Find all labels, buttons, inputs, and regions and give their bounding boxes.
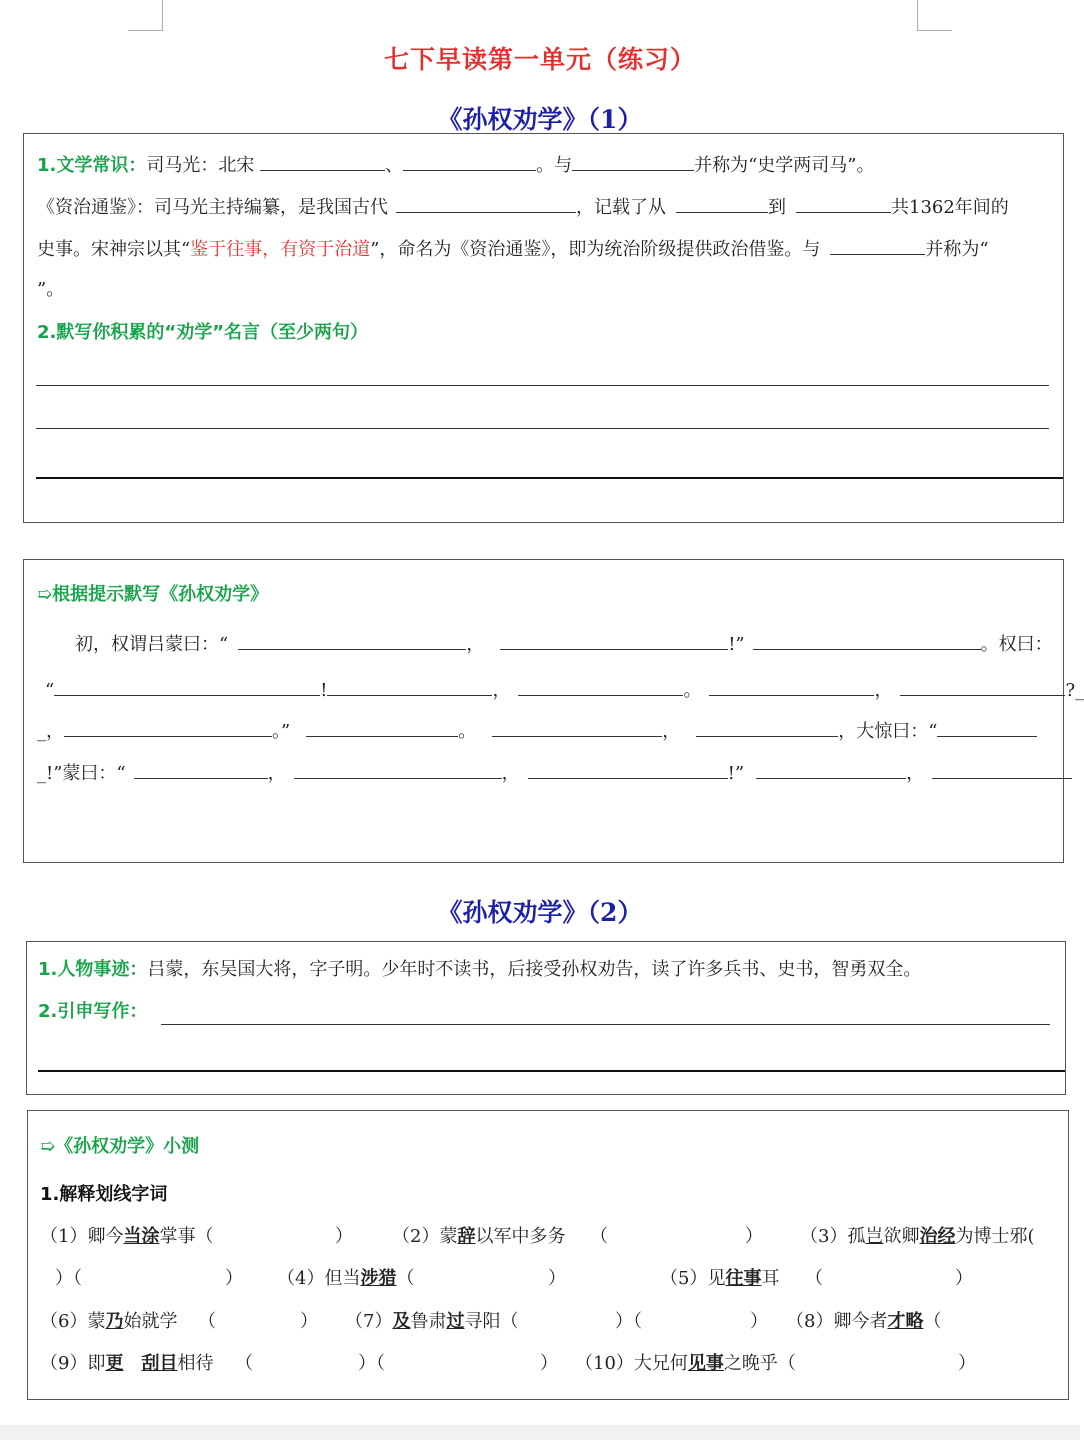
dict-text: ?_ xyxy=(1065,680,1084,701)
quiz-text: （ xyxy=(396,1268,415,1289)
quiz-text: （3）孤 xyxy=(800,1226,866,1247)
dict-text: ! xyxy=(320,680,328,701)
blank-field[interactable] xyxy=(403,152,536,171)
writing-line-1[interactable] xyxy=(36,385,1049,386)
quiz-heading: ➯《孙权劝学》小测 xyxy=(40,1136,200,1157)
answer-paren-pair: ）（ xyxy=(615,1311,642,1332)
blank-field[interactable] xyxy=(260,152,385,171)
answer-paren-close: ） xyxy=(750,1311,768,1332)
blank-field[interactable] xyxy=(753,631,981,650)
dict-text: _， xyxy=(37,721,64,742)
dict-text: 。 xyxy=(683,680,702,701)
blank-field[interactable] xyxy=(518,677,683,696)
underlined-word: 及 xyxy=(392,1311,411,1332)
extended-writing-label: 2.引申写作： xyxy=(38,1001,148,1022)
quiz-text: 耳 xyxy=(761,1268,780,1289)
quiz-item-8 xyxy=(786,1310,941,1334)
extended-writing-line-2[interactable] xyxy=(38,1070,1065,1072)
blank-field[interactable] xyxy=(572,152,694,171)
blank-field[interactable] xyxy=(306,718,458,737)
dict-text: 。 xyxy=(458,721,477,742)
underlined-word: 辞 xyxy=(457,1226,476,1247)
blank-field[interactable] xyxy=(396,194,576,213)
quiz-text: 掌事（ xyxy=(159,1226,214,1247)
answer-paren-close: ） xyxy=(548,1268,566,1289)
q1-line-2 xyxy=(37,194,1009,220)
dictation-line-2 xyxy=(45,677,1084,703)
quiz-text: （5）见 xyxy=(660,1268,726,1289)
blank-field[interactable] xyxy=(900,677,1065,696)
answer-paren-open: （ xyxy=(198,1311,216,1332)
q1-line-1 xyxy=(37,152,875,178)
blank-field[interactable] xyxy=(756,760,906,779)
underlined-word: 更 xyxy=(105,1353,124,1374)
quiz-text: 以军中多务 xyxy=(475,1226,566,1247)
answer-paren-pair: ）（ xyxy=(55,1268,82,1289)
underlined-word: 刮目 xyxy=(141,1353,178,1374)
q1-line-4: ”。 xyxy=(37,279,65,300)
blank-field[interactable] xyxy=(709,677,874,696)
dict-text: ， xyxy=(501,763,520,784)
q1-l3-text-a: 史事。宋神宗以其“ xyxy=(37,239,191,260)
blank-field[interactable] xyxy=(492,718,662,737)
quiz-item-3 xyxy=(800,1225,1034,1249)
blank-field[interactable] xyxy=(238,631,466,650)
answer-paren-close: ） xyxy=(300,1311,318,1332)
q2-label: 2.默写你积累的“劝学”名言（至少两句） xyxy=(37,322,369,343)
q1-label: 1.文学常识： xyxy=(37,155,147,176)
blank-field[interactable] xyxy=(500,631,728,650)
q1-l2-text-c: 到 xyxy=(768,197,786,218)
quiz-item-6 xyxy=(40,1310,177,1334)
extended-writing-line-1[interactable] xyxy=(161,1024,1050,1025)
dict-text: 。权曰： xyxy=(980,634,1053,655)
bottom-bar xyxy=(0,1425,1080,1440)
quiz-text: 之晚乎（ xyxy=(723,1353,796,1374)
quiz-text: 寻阳（ xyxy=(464,1311,519,1332)
answer-paren-close: ） xyxy=(225,1268,243,1289)
quiz-text: （6）蒙 xyxy=(40,1311,106,1332)
quiz-text: 为博士邪( xyxy=(955,1226,1035,1247)
answer-paren-open: （ xyxy=(590,1226,608,1247)
dict-text: 初，权谓吕蒙曰：“ xyxy=(75,634,229,655)
q1-text-c: 并称为“史学两司马”。 xyxy=(694,155,875,176)
dict-text: “ xyxy=(45,680,55,701)
underlined-word: 往事 xyxy=(725,1268,762,1289)
quiz-item-4 xyxy=(277,1267,414,1291)
character-deeds-label: 1.人物事迹： xyxy=(38,959,148,980)
dict-text: 。” xyxy=(272,721,291,742)
q1-l2-text-b: ，记载了从 xyxy=(576,197,666,218)
dict-text: ， xyxy=(492,680,511,701)
answer-paren-close: ） xyxy=(745,1226,763,1247)
q1-line-3 xyxy=(37,236,989,262)
blank-field[interactable] xyxy=(696,718,838,737)
answer-paren-close: ） xyxy=(958,1353,976,1374)
underlined-word: 才略 xyxy=(887,1311,924,1332)
quiz-text: 欲卿 xyxy=(883,1226,920,1247)
quiz-item-5 xyxy=(660,1267,779,1291)
page-corner-mark-right xyxy=(917,0,952,31)
q1-l3-quote: 鉴于往事，有资于治道 xyxy=(190,239,371,260)
blank-field[interactable] xyxy=(64,718,272,737)
writing-line-3[interactable] xyxy=(36,477,1063,479)
underlined-word: 岂 xyxy=(865,1226,884,1247)
quiz-item-10 xyxy=(575,1352,796,1376)
dict-text: ， xyxy=(874,680,893,701)
dict-text: !” xyxy=(727,763,745,784)
dictation-line-4 xyxy=(37,760,1072,786)
answer-paren-open: （ xyxy=(805,1268,823,1289)
quiz-item-7 xyxy=(345,1310,518,1334)
dict-text: ，大惊曰：“ xyxy=(838,721,938,742)
quiz-text: （7） xyxy=(345,1311,393,1332)
writing-line-2[interactable] xyxy=(36,428,1049,429)
section-title-2: 《孙权劝学》（2） xyxy=(437,898,643,927)
dict-text: ， xyxy=(906,763,925,784)
underlined-word: 过 xyxy=(446,1311,465,1332)
answer-paren-close: ） xyxy=(335,1226,353,1247)
underlined-word: 乃 xyxy=(105,1311,124,1332)
document-title: 七下早读第一单元（练习） xyxy=(383,45,696,74)
dict-text: !” xyxy=(728,634,745,655)
blank-field[interactable] xyxy=(932,760,1072,779)
q1-sep: 、 xyxy=(385,155,404,176)
dictation-line-1 xyxy=(75,631,1053,657)
quiz-item-1 xyxy=(40,1225,213,1249)
q1-l3-text-c: 并称为“ xyxy=(925,239,989,260)
underlined-word: 涉猎 xyxy=(360,1268,397,1289)
underlined-word: 治经 xyxy=(919,1226,956,1247)
dict-text: ， xyxy=(267,763,286,784)
blank-field[interactable] xyxy=(937,718,1037,737)
dictation-line-3 xyxy=(37,718,1037,744)
blank-field[interactable] xyxy=(327,677,492,696)
blank-field[interactable] xyxy=(830,236,925,255)
character-deeds-text: 吕蒙，东吴国大将，字子明。少年时不读书，后接受孙权劝告，读了许多兵书、史书，智勇双全。 xyxy=(147,959,922,980)
section-title-1: 《孙权劝学》（1） xyxy=(437,105,643,134)
character-deeds-line xyxy=(38,958,921,982)
answer-paren-close: ） xyxy=(540,1353,558,1374)
underlined-word: 见事 xyxy=(687,1353,724,1374)
q1-l2-text-d: 共1362年间的 xyxy=(891,197,1009,218)
blank-field[interactable] xyxy=(54,677,320,696)
quiz-text: （9）即 xyxy=(40,1353,106,1374)
quiz-text: 鲁肃 xyxy=(410,1311,447,1332)
quiz-text: 始就学 xyxy=(123,1311,178,1332)
dict-text: ， xyxy=(466,634,485,655)
blank-field[interactable] xyxy=(676,194,768,213)
quiz-text: （2）蒙 xyxy=(392,1226,458,1247)
underlined-word: 当涂 xyxy=(123,1226,160,1247)
dictation-heading: ➯根据提示默写《孙权劝学》 xyxy=(37,584,269,605)
quiz-text: （4）但当 xyxy=(277,1268,361,1289)
answer-paren-close: ） xyxy=(955,1268,973,1289)
answer-paren-pair: ）（ xyxy=(358,1353,385,1374)
quiz-item-9 xyxy=(40,1352,213,1376)
quiz-text: （1）卿今 xyxy=(40,1226,124,1247)
quiz-item-2 xyxy=(392,1225,565,1249)
quiz-text: （8）卿今者 xyxy=(786,1311,888,1332)
quiz-text: （10）大兄何 xyxy=(575,1353,688,1374)
quiz-text: （ xyxy=(923,1311,942,1332)
page-corner-mark-left xyxy=(128,0,163,31)
q1-text-a: 司马光：北宋 xyxy=(146,155,255,176)
blank-field[interactable] xyxy=(796,194,891,213)
blank-field[interactable] xyxy=(528,760,728,779)
q1-l3-text-b: ”，命名为《资治通鉴》，即为统治阶级提供政治借鉴。与 xyxy=(370,239,821,260)
q1-l2-text-a: 《资治通鉴》：司马光主持编纂，是我国古代 xyxy=(37,197,388,218)
blank-field[interactable] xyxy=(294,760,502,779)
dict-text: _!”蒙曰：“ xyxy=(37,763,126,784)
q1-text-b: 。与 xyxy=(536,155,573,176)
quiz-text: 相待 xyxy=(177,1353,214,1374)
dict-text: ， xyxy=(662,721,681,742)
answer-paren-open: （ xyxy=(235,1353,253,1374)
blank-field[interactable] xyxy=(134,760,268,779)
quiz-question-label: 1.解释划线字词 xyxy=(40,1184,168,1205)
